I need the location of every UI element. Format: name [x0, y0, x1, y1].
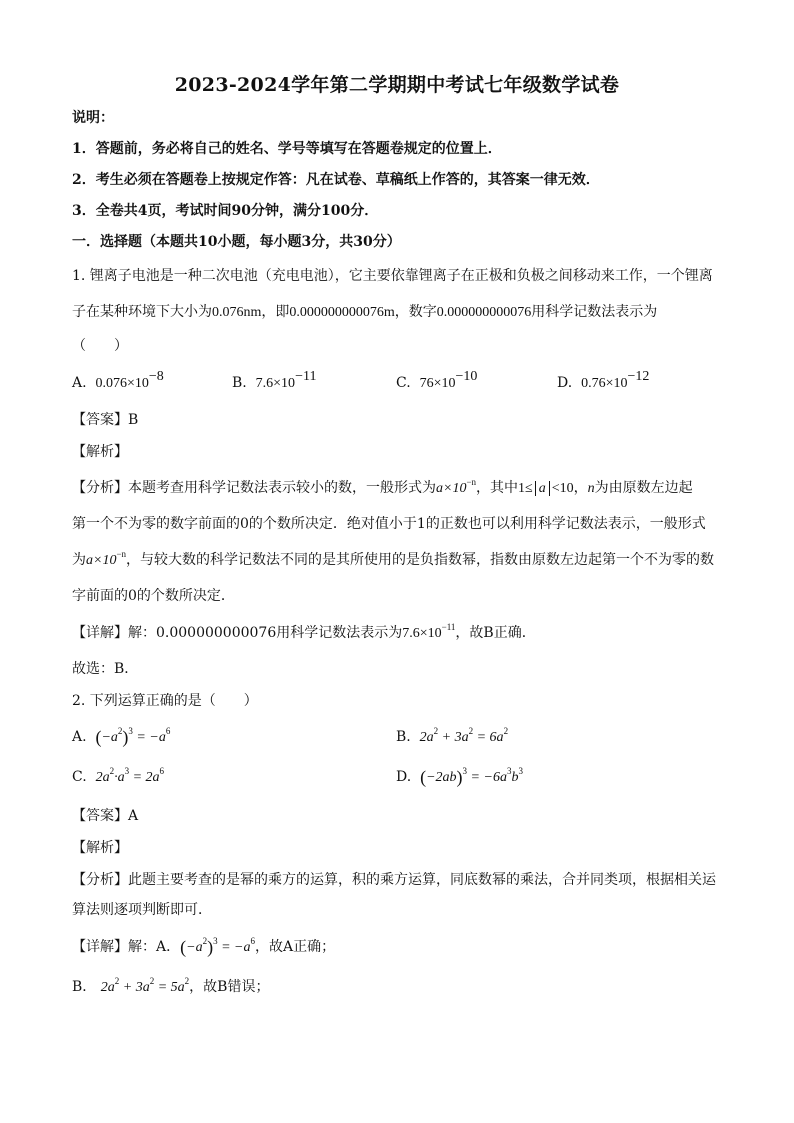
math-exp: −n — [466, 477, 477, 488]
detail-text: ，故B错误； — [189, 979, 270, 995]
detail-text: 【详解】解：A． — [72, 939, 181, 955]
q1-analysis-heading: 【解析】 — [72, 444, 128, 460]
q1-math-size: 0.076nm — [212, 305, 262, 320]
expr-part: + 3a — [119, 980, 150, 995]
q2-option-d — [396, 767, 523, 788]
math-base: a×10 — [86, 553, 117, 568]
q1-stem-line2 — [72, 302, 724, 323]
math-exp: −n — [116, 549, 127, 560]
detail-text: 【详解】解：0.000000000076用科学记数法表示为 — [72, 625, 403, 641]
analysis-text: ， — [573, 480, 588, 496]
expr-exp: 2 — [468, 726, 474, 737]
expr-exp: 2 — [117, 726, 123, 737]
math-exp: −11 — [441, 622, 456, 633]
option-label: A. — [72, 375, 87, 391]
q1-stem-line3: （ ） — [72, 338, 128, 354]
q1-option-a — [72, 369, 164, 394]
option-label: C. — [396, 375, 411, 391]
expr-exp: 2 — [503, 726, 509, 737]
q1-analysis-line1 — [72, 478, 724, 499]
q1-math-meter: 0.000000000076m — [289, 305, 395, 320]
q2-stem: 2. 下列运算正确的是（ ） — [72, 693, 258, 709]
option-expr: 0.076×10 — [95, 376, 149, 391]
detail-math — [402, 622, 456, 641]
analysis-math — [436, 477, 477, 496]
option-exp: −8 — [148, 369, 164, 385]
detail-text: B． — [72, 979, 97, 995]
section-heading: 一．选择题（本题共10小题，每小题3分，共30分） — [72, 234, 401, 250]
q1-answer: 【答案】B — [72, 412, 139, 428]
expr-part: = 2a — [129, 770, 160, 785]
expr-exp: 2 — [184, 976, 190, 987]
q1-math-number: 0.000000000076 — [436, 305, 532, 320]
note-item-2: 2．考生必须在答题卷上按规定作答：凡在试卷、草稿纸上作答的，其答案一律无效． — [72, 172, 600, 188]
q1-stem-text: 子在某种环境下大小为 — [72, 304, 212, 320]
expr-part: 2a — [100, 980, 115, 995]
q1-option-b — [232, 369, 317, 394]
q2-option-a — [72, 727, 170, 748]
notes-heading: 说明： — [72, 110, 114, 126]
q2-analysis-heading: 【解析】 — [72, 840, 128, 856]
expr-exp: 6 — [250, 936, 255, 947]
paren-close: ) — [456, 767, 463, 787]
option-exp: −12 — [627, 369, 650, 385]
expr-exp: 3 — [462, 766, 468, 777]
expr-exp: 3 — [518, 766, 523, 777]
analysis-text: ，与较大数的科学记数法不同的是其所使用的是负指数幂，指数由原数左边起第一个不为零的数 — [126, 552, 715, 568]
option-expr — [95, 766, 165, 785]
expr-exp: 3 — [506, 766, 512, 777]
math-n: n — [587, 481, 595, 496]
expr-part: 2a — [419, 730, 434, 745]
option-label: B. — [232, 375, 247, 391]
expr-exp: 2 — [149, 976, 155, 987]
q1-stem-line1: 1. 锂离子电池是一种二次电池（充电电池），它主要依靠锂离子在正极和负极之间移动来工作，一个锂离 — [72, 268, 713, 284]
note-item-3: 3．全卷共4页，考试时间90分钟，满分100分． — [72, 203, 379, 219]
expr-part: = 6a — [473, 730, 504, 745]
expr-part: + 3a — [438, 730, 469, 745]
option-label: C. — [72, 769, 87, 785]
expr-exp: 6 — [159, 766, 165, 777]
detail-math — [100, 976, 190, 995]
q1-stem-text: ，即 — [261, 304, 290, 320]
analysis-text: 为由原数左边起 — [594, 480, 693, 496]
analysis-text: 为 — [72, 552, 86, 568]
paren-open: ( — [420, 767, 427, 787]
expr-part: −a — [101, 730, 118, 745]
q2-detail-a — [72, 937, 724, 958]
q1-choose: 故选：B． — [72, 661, 139, 677]
q1-analysis-line2: 第一个不为零的数字前面的0的个数所决定．绝对值小于1的正数也可以利用科学记数法表示，一般形式 — [72, 516, 706, 532]
expr-part: = −a — [221, 940, 251, 955]
option-label: D. — [396, 769, 412, 785]
option-expr — [420, 766, 523, 787]
q2-detail-b — [72, 977, 724, 998]
note-item-1: 1．答题前，务必将自己的姓名、学号等填写在答题卷规定的位置上． — [72, 141, 502, 157]
math-base: a×10 — [436, 481, 467, 496]
option-expr — [419, 726, 509, 745]
option-label: B. — [396, 729, 411, 745]
math-pre: 1≤ — [518, 481, 533, 496]
expr-part: 2a — [95, 770, 110, 785]
q2-analysis-line1: 【分析】此题主要考查的是幂的乘方的运算，积的乘方运算，同底数幂的乘法，合并同类项，根据相关运 — [72, 872, 716, 888]
paren-close: ) — [207, 937, 214, 957]
page-title: 2023-2024学年第二学期期中考试七年级数学试卷 — [174, 74, 620, 96]
detail-text: ，故A正确； — [254, 939, 336, 955]
q1-analysis-line4: 字前面的0的个数所决定． — [72, 588, 235, 604]
expr-part: −a — [186, 940, 203, 955]
q1-detail — [72, 623, 724, 644]
expr-exp: 3 — [128, 726, 133, 737]
q1-stem-text: ，数字 — [394, 304, 437, 320]
expr-exp: 3 — [213, 936, 218, 947]
analysis-math-range — [518, 481, 574, 496]
expr-part: = −6a — [470, 770, 507, 785]
q1-option-d — [557, 369, 650, 394]
math-base: 7.6×10 — [402, 626, 442, 641]
expr-part: ·a — [114, 770, 125, 785]
paren-open: ( — [180, 937, 187, 957]
option-label: D. — [557, 375, 573, 391]
option-expr: 76×10 — [419, 376, 456, 391]
option-expr: 0.76×10 — [581, 376, 628, 391]
expr-exp: 2 — [109, 766, 115, 777]
option-exp: −11 — [295, 369, 317, 385]
expr-exp: 6 — [165, 726, 171, 737]
q2-analysis-line2: 算法则逐项判断即可． — [72, 902, 212, 918]
analysis-text: ，其中 — [476, 480, 519, 496]
q2-option-c — [72, 767, 164, 788]
paren-open: ( — [95, 727, 102, 747]
q2-answer: 【答案】A — [72, 808, 139, 824]
option-exp: −10 — [455, 369, 478, 385]
q1-analysis-line3 — [72, 550, 724, 571]
q1-option-c — [396, 369, 478, 394]
option-expr: 7.6×10 — [255, 376, 296, 391]
expr-part: b — [511, 770, 519, 785]
expr-exp: 2 — [114, 976, 120, 987]
expr-exp: 3 — [124, 766, 130, 777]
expr-part: = 5a — [154, 980, 185, 995]
detail-text: ，故B正确． — [455, 625, 536, 641]
paren-close: ) — [122, 727, 129, 747]
option-expr — [95, 726, 171, 747]
option-label: A. — [72, 729, 87, 745]
expr-part: = −a — [136, 730, 166, 745]
expr-exp: 2 — [202, 936, 208, 947]
q2-option-b — [396, 727, 508, 748]
q1-stem-text: 用科学记数法表示为 — [531, 304, 658, 320]
analysis-math — [86, 549, 127, 568]
analysis-text: 【分析】本题考查用科学记数法表示较小的数，一般形式为 — [72, 480, 436, 496]
expr-part: −2ab — [426, 770, 457, 785]
expr-exp: 2 — [433, 726, 439, 737]
detail-math — [180, 936, 255, 957]
math-post: <10 — [551, 481, 574, 496]
math-abs: a — [535, 481, 550, 496]
